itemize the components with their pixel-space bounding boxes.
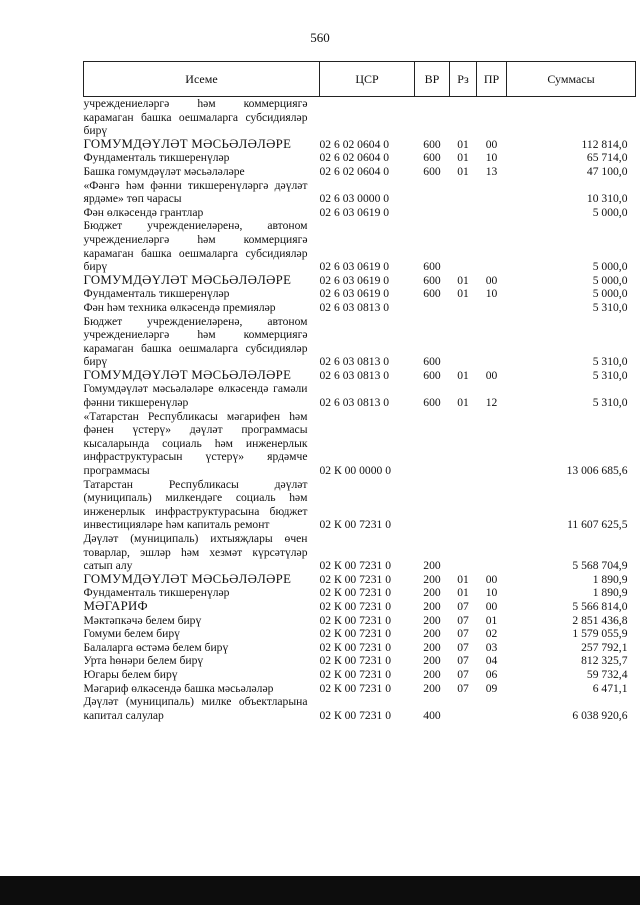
row-rz [450, 206, 477, 220]
row-csr: 02 К 00 7231 0 [319, 518, 391, 532]
row-sum: 65 714,0 [586, 151, 628, 165]
table-row [84, 586, 636, 600]
row-pr: 06 [485, 667, 498, 681]
row-vr [415, 478, 450, 532]
row-name: ГОМУМДӘҮЛӘТ МӘСЬӘЛӘЛӘРЕ [83, 136, 292, 151]
row-rz [450, 97, 477, 138]
row-sum: 5 310,0 [592, 300, 628, 314]
row-rz: 07 [457, 681, 469, 695]
row-csr: 02 6 03 0813 0 [319, 368, 390, 382]
table-row [84, 410, 636, 478]
row-sum: 5 568 704,9 [572, 559, 628, 573]
header-name: Исеме [84, 62, 320, 97]
budget-table [83, 61, 636, 722]
row-sum: 5 566 814,0 [572, 599, 628, 613]
row-vr: 200 [423, 627, 441, 641]
row-sum: 13 006 685,6 [566, 464, 628, 478]
row-rz: 07 [457, 667, 469, 681]
row-rz: 01 [457, 164, 469, 178]
row-csr: 02 К 00 0000 0 [319, 464, 391, 478]
header-csr: ЦСР [320, 62, 415, 97]
row-pr [477, 315, 507, 369]
row-name: Югары белем бирү [83, 667, 178, 681]
row-name: Гомуми белем бирү [83, 627, 180, 641]
row-sum: 1 579 055,9 [572, 627, 628, 641]
row-pr [477, 179, 507, 206]
row-rz: 07 [457, 599, 469, 613]
row-name: ГОМУМДӘҮЛӘТ МӘСЬӘЛӘЛӘРЕ [83, 571, 292, 586]
row-rz [450, 532, 477, 573]
row-sum: 11 607 625,5 [567, 518, 628, 532]
row-pr: 03 [485, 640, 498, 654]
row-sum: 5 000,0 [592, 287, 628, 301]
row-name: Гомумдәүләт мәсьәләләре өлкәсендә гамәли фәнни тикшеренүләр [83, 382, 308, 410]
row-sum: 5 000,0 [592, 273, 628, 287]
table-header-row [84, 62, 636, 97]
table-row [84, 573, 636, 587]
row-name: Бюджет учреждениеләренә, автоном учреждениеләргә һәм коммерциягә карамаган башка оешмаларга субсидияләр бирү [83, 314, 308, 369]
row-pr [477, 695, 507, 722]
row-name: Фундаменталь тикшеренүләр [83, 586, 230, 600]
row-name: Фундаменталь тикшеренүләр [83, 151, 230, 165]
row-csr: 02 К 00 7231 0 [319, 667, 391, 681]
row-name: «Фәнгә һәм фәнни тикшеренүләргә дәүләт ярдәме» төп чарасы [83, 178, 308, 206]
row-csr: 02 К 00 7231 0 [319, 599, 391, 613]
table-row [84, 179, 636, 206]
row-pr [477, 532, 507, 573]
row-sum: 5 000,0 [592, 205, 628, 219]
table-row [84, 206, 636, 220]
row-csr: 02 6 03 0813 0 [319, 355, 390, 369]
row-rz [450, 478, 477, 532]
row-rz: 01 [457, 137, 469, 151]
row-csr: 02 6 03 0619 0 [319, 273, 390, 287]
row-pr [477, 478, 507, 532]
row-name: Бюджет учреждениеләренә, автоном учреждениеләргә һәм коммерциягә карамаган башка оешмаларга субсидияләр бирү [83, 219, 308, 274]
table-row [84, 600, 636, 614]
row-pr: 00 [485, 599, 498, 613]
row-sum: 10 310,0 [586, 192, 628, 206]
row-vr: 600 [423, 396, 441, 410]
row-pr: 10 [485, 586, 498, 600]
row-rz: 07 [457, 654, 469, 668]
table-row [84, 138, 636, 152]
table-row [84, 695, 636, 722]
row-rz [450, 301, 477, 315]
row-sum: 5 000,0 [592, 260, 628, 274]
row-csr: 02 К 00 7231 0 [319, 586, 391, 600]
row-pr: 00 [485, 368, 498, 382]
row-csr: 02 6 03 0619 0 [319, 205, 390, 219]
table-row [84, 478, 636, 532]
row-sum: 47 100,0 [586, 164, 628, 178]
row-sum: 59 732,4 [586, 667, 628, 681]
table-row [84, 654, 636, 668]
row-csr: 02 К 00 7231 0 [319, 640, 391, 654]
row-csr: 02 К 00 7231 0 [319, 708, 391, 722]
row-vr [415, 97, 450, 138]
row-sum: 5 310,0 [592, 396, 628, 410]
row-sum: 6 471,1 [592, 681, 628, 695]
row-vr: 600 [423, 287, 441, 301]
row-pr: 02 [485, 627, 498, 641]
table-row [84, 165, 636, 179]
table-row [84, 219, 636, 273]
table-row [84, 682, 636, 696]
row-pr: 10 [485, 151, 498, 165]
row-pr: 12 [485, 396, 498, 410]
row-name: Фундаменталь тикшеренүләр [83, 287, 230, 301]
row-rz [450, 410, 477, 478]
row-pr: 00 [485, 273, 498, 287]
row-rz: 07 [457, 613, 469, 627]
row-sum: 6 038 920,6 [572, 708, 628, 722]
row-name: МӘГАРИФ [83, 598, 148, 613]
row-sum: 2 851 436,8 [572, 613, 628, 627]
row-name: Фән өлкәсендә грантлар [83, 205, 204, 219]
row-csr: 02 6 03 0000 0 [319, 192, 390, 206]
row-csr: 02 6 02 0604 0 [319, 151, 390, 165]
row-vr [415, 410, 450, 478]
row-vr [415, 206, 450, 220]
row-csr: 02 К 00 7231 0 [319, 654, 391, 668]
row-vr: 200 [423, 640, 441, 654]
row-vr: 600 [423, 368, 441, 382]
row-vr: 600 [423, 137, 441, 151]
table-row [84, 151, 636, 165]
row-rz [450, 695, 477, 722]
row-csr: 02 6 03 0619 0 [319, 260, 390, 274]
row-name: Башка гомумдәүләт мәсьәләләре [83, 164, 245, 178]
row-pr: 09 [485, 681, 498, 695]
table-row [84, 532, 636, 573]
row-name: Мәктәпкәчә белем бирү [83, 613, 202, 627]
row-vr: 200 [423, 667, 441, 681]
row-pr: 13 [485, 164, 498, 178]
row-vr: 600 [423, 151, 441, 165]
table-row [84, 301, 636, 315]
row-pr [477, 219, 507, 273]
row-csr: 02 6 02 0604 0 [319, 164, 390, 178]
row-vr: 200 [423, 572, 441, 586]
row-csr: 02 К 00 7231 0 [319, 572, 391, 586]
header-rz: Рз [450, 62, 477, 97]
row-name: Мәгариф өлкәсендә башка мәсьәләләр [83, 681, 274, 695]
row-pr: 04 [485, 654, 498, 668]
table-row [84, 382, 636, 409]
row-pr: 10 [485, 287, 498, 301]
row-name: Балаларга өстәмә белем бирү [83, 640, 229, 654]
row-rz [450, 219, 477, 273]
table-row [84, 641, 636, 655]
row-name: Фән һәм техника өлкәсендә премияләр [83, 300, 276, 314]
row-vr: 600 [423, 355, 441, 369]
table-row [84, 369, 636, 383]
row-rz: 01 [457, 396, 469, 410]
row-csr [320, 97, 415, 138]
row-rz: 01 [457, 273, 469, 287]
row-csr: 02 6 02 0604 0 [319, 137, 390, 151]
row-sum: 5 310,0 [592, 368, 628, 382]
row-csr: 02 К 00 7231 0 [319, 681, 391, 695]
row-csr: 02 6 03 0813 0 [319, 396, 390, 410]
row-rz: 01 [457, 368, 469, 382]
row-vr: 200 [423, 599, 441, 613]
row-name: Татарстан Республикасы дәүләт (муниципаль) милкендәге социаль һәм инженерлык инфраструктурасына бюджет инвестицияләре һәм капиталь ремонт [83, 477, 308, 532]
row-sum: 5 310,0 [592, 355, 628, 369]
row-vr: 200 [423, 654, 441, 668]
row-vr: 600 [423, 273, 441, 287]
row-rz: 07 [457, 640, 469, 654]
row-pr: 00 [485, 572, 498, 586]
header-sum: Суммасы [507, 62, 636, 97]
row-sum: 812 325,7 [581, 654, 628, 668]
row-sum: 1 890,9 [592, 586, 628, 600]
row-rz: 01 [457, 287, 469, 301]
header-pr: ПР [477, 62, 507, 97]
row-rz: 01 [457, 586, 469, 600]
scan-bottom-edge [0, 876, 640, 905]
row-name: Дәүләт (муниципаль) ихтыяҗлары өчен товарлар, эшләр һәм хезмәт күрсәтүләр сатып алу [83, 532, 308, 573]
table-row [84, 287, 636, 301]
row-rz: 07 [457, 627, 469, 641]
row-csr: 02 6 03 0619 0 [319, 287, 390, 301]
table-row [84, 668, 636, 682]
row-rz: 01 [457, 151, 469, 165]
row-pr: 00 [485, 137, 498, 151]
row-name: Урта һөнәри белем бирү [83, 654, 204, 668]
row-name: «Татарстан Республикасы мәгарифен һәм фәнен үстерү» дәүләт программасы кысаларында социаль һәм инженерлык инфраструктурасын үстерү» ярдәмче программасы [83, 409, 308, 478]
row-pr [477, 97, 507, 138]
row-pr: 01 [485, 613, 498, 627]
header-vr: ВР [415, 62, 450, 97]
row-rz: 01 [457, 572, 469, 586]
row-pr [477, 410, 507, 478]
row-sum: 112 814,0 [581, 137, 628, 151]
table-row [84, 627, 636, 641]
row-csr: 02 К 00 7231 0 [319, 627, 391, 641]
table-row [84, 614, 636, 628]
row-name: учреждениеләргә һәм коммерциягә карамаган башка оешмаларга субсидияләр бирү [83, 97, 308, 138]
row-vr: 400 [423, 708, 441, 722]
row-vr [415, 301, 450, 315]
row-vr: 200 [423, 559, 441, 573]
row-name: ГОМУМДӘҮЛӘТ МӘСЬӘЛӘЛӘРЕ [83, 272, 292, 287]
row-csr: 02 К 00 7231 0 [319, 559, 391, 573]
row-pr [477, 206, 507, 220]
page-number: 560 [310, 30, 330, 45]
table-row [84, 315, 636, 369]
row-csr: 02 6 03 0813 0 [319, 300, 390, 314]
row-vr: 200 [423, 586, 441, 600]
row-rz [450, 315, 477, 369]
row-csr: 02 К 00 7231 0 [319, 613, 391, 627]
table-row [84, 97, 636, 138]
row-vr: 200 [423, 613, 441, 627]
row-name: ГОМУМДӘҮЛӘТ МӘСЬӘЛӘЛӘРЕ [83, 367, 292, 382]
row-vr: 600 [423, 260, 441, 274]
row-vr: 200 [423, 681, 441, 695]
row-rz [450, 179, 477, 206]
row-vr: 600 [423, 164, 441, 178]
row-sum: 1 890,9 [592, 572, 628, 586]
row-sum: 257 792,1 [581, 640, 628, 654]
row-sum [507, 97, 636, 138]
table-row [84, 274, 636, 288]
row-vr [415, 179, 450, 206]
row-pr [477, 301, 507, 315]
row-name: Дәүләт (муниципаль) милке объектларына капитал салулар [83, 695, 308, 722]
